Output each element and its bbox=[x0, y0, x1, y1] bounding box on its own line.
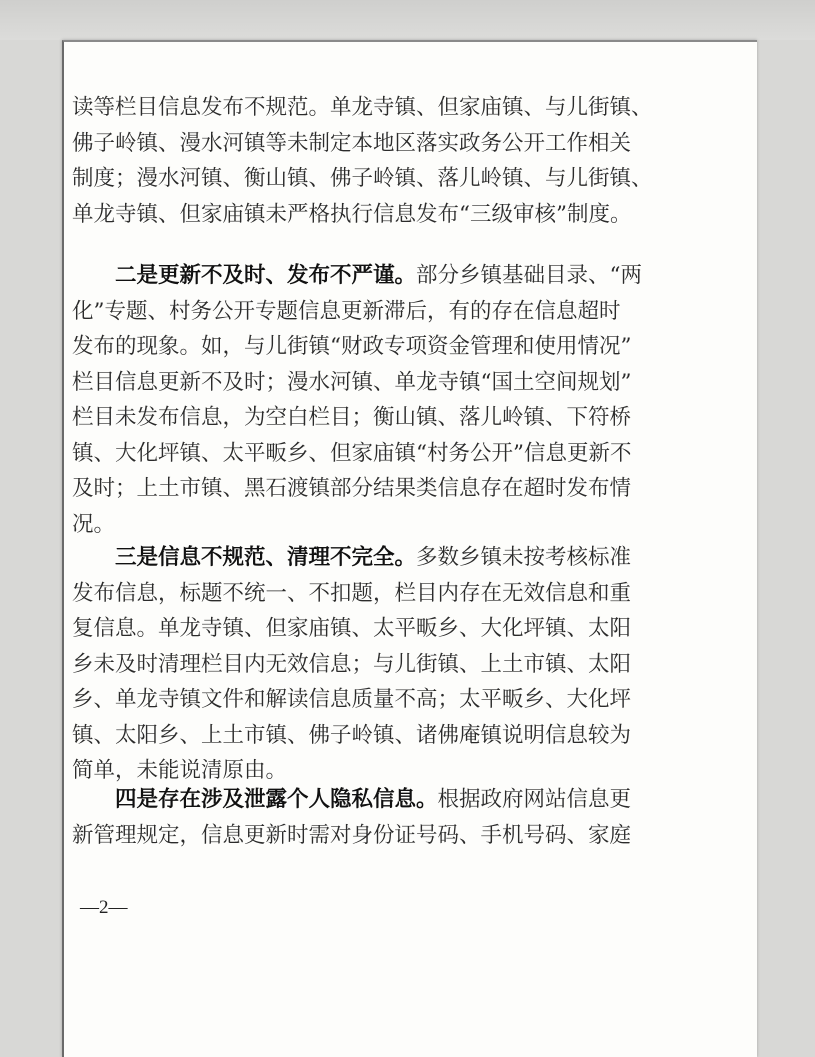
text-span: 根据政府网站信息更 bbox=[437, 787, 632, 812]
paragraph-2 bbox=[72, 258, 666, 542]
paragraph-3 bbox=[72, 540, 666, 789]
text-line: 制度；漫水河镇、衡山镇、佛子岭镇、落儿岭镇、与儿街镇、 bbox=[72, 166, 653, 191]
text-line: 简单，未能说清原由。 bbox=[72, 758, 288, 783]
text-line: 化”专题、村务公开专题信息更新滞后，有的存在信息超时 bbox=[72, 298, 621, 324]
paragraph-heading: 二是更新不及时、发布不严谨。 bbox=[115, 263, 417, 288]
text-line: 栏目未发布信息，为空白栏目；衡山镇、落儿岭镇、下符桥 bbox=[72, 405, 632, 430]
text-line: 复信息。单龙寺镇、但家庙镇、太平畈乡、大化坪镇、太阳 bbox=[72, 616, 632, 641]
paragraph-1 bbox=[72, 90, 666, 232]
text-line: 佛子岭镇、漫水河镇等未制定本地区落实政务公开工作相关 bbox=[72, 130, 632, 156]
text-line: 乡、单龙寺镇文件和解读信息质量不高；太平畈乡、大化坪 bbox=[72, 687, 632, 712]
text-span: 部分乡镇基础目录、“两 bbox=[416, 263, 643, 288]
text-line: 栏目信息更新不及时；漫水河镇、单龙寺镇“国土空间规划” bbox=[72, 369, 632, 395]
text-line bbox=[72, 258, 666, 294]
scan-background bbox=[0, 0, 815, 40]
text-line: 发布的现象。如，与儿街镇“财政专项资金管理和使用情况” bbox=[72, 334, 632, 359]
text-line bbox=[72, 540, 666, 576]
paragraph-heading: 三是信息不规范、清理不完全。 bbox=[115, 545, 417, 570]
text-line: 及时；上土市镇、黑石渡镇部分结果类信息存在超时发布情 bbox=[72, 476, 632, 501]
text-line: 况。 bbox=[72, 511, 116, 537]
text-span: 多数乡镇未按考核标准 bbox=[416, 545, 632, 570]
text-line: 发布信息，标题不统一、不扣题，栏目内存在无效信息和重 bbox=[72, 580, 632, 606]
text-line: 乡未及时清理栏目内无效信息；与儿街镇、上土市镇、太阳 bbox=[72, 651, 632, 677]
text-line: 镇、大化坪镇、太平畈乡、但家庙镇“村务公开”信息更新不 bbox=[72, 440, 632, 466]
text-line: 单龙寺镇、但家庙镇未严格执行信息发布“三级审核”制度。 bbox=[72, 201, 632, 227]
paragraph-4 bbox=[72, 782, 666, 853]
paragraph-heading: 四是存在涉及泄露个人隐私信息。 bbox=[115, 787, 438, 812]
text-line: 新管理规定，信息更新时需对身份证号码、手机号码、家庭 bbox=[72, 822, 632, 848]
page-number: —2— bbox=[80, 897, 128, 918]
text-line: 镇、太阳乡、上土市镇、佛子岭镇、诸佛庵镇说明信息较为 bbox=[72, 722, 632, 748]
text-line: 读等栏目信息发布不规范。单龙寺镇、但家庙镇、与儿街镇、 bbox=[72, 95, 653, 120]
text-line bbox=[72, 782, 666, 818]
